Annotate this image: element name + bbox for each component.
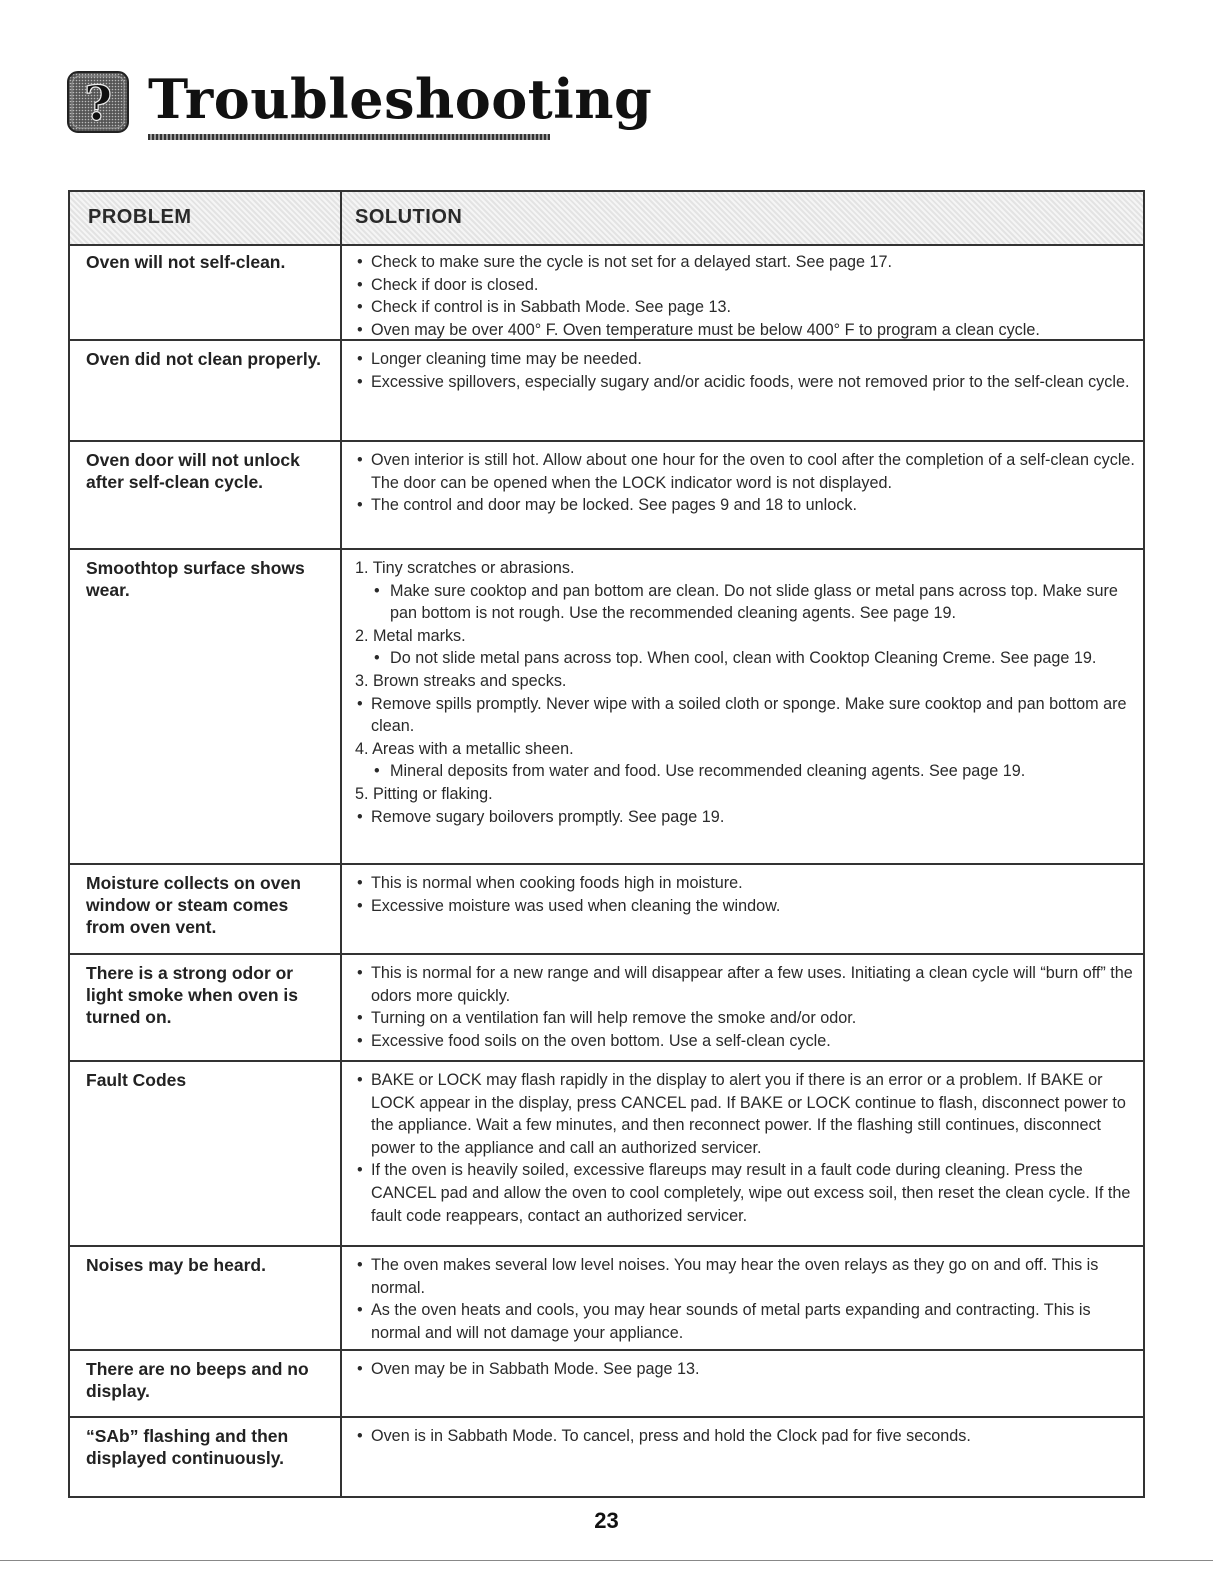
solution-item: • Remove sugary boilovers promptly. See page 19. bbox=[355, 806, 1135, 829]
solution-item: • Remove spills promptly. Never wipe with a soiled cloth or sponge. Make sure cooktop and pan bottom are clean. bbox=[355, 693, 1135, 738]
problem-text: Smoothtop surface shows wear. bbox=[86, 558, 305, 600]
solution-item: • Longer cleaning time may be needed. bbox=[355, 348, 1135, 371]
solution-list bbox=[355, 1425, 1135, 1448]
solution-item: • As the oven heats and cools, you may hear sounds of metal parts expanding and contracting. This is normal and will not damage your appliance. bbox=[355, 1299, 1135, 1344]
solution-numbered-item: 4. Areas with a metallic sheen. bbox=[355, 739, 574, 758]
solution-item: • If the oven is heavily soiled, excessive flareups may result in a fault code during cleaning. Press the CANCEL pad and allow the oven to cool completely, wipe out excess soil, then reset the clean cycle. If the fault code reappears, contact an authorized servicer. bbox=[355, 1159, 1135, 1227]
problem-text: “SAb” flashing and then displayed continuously. bbox=[86, 1426, 289, 1468]
svg-text:?: ? bbox=[83, 76, 113, 132]
question-mark-icon bbox=[66, 70, 130, 134]
table-row bbox=[70, 1062, 1143, 1247]
solution-item: • Check if control is in Sabbath Mode. See page 13. bbox=[355, 296, 1135, 319]
table-row bbox=[70, 442, 1143, 550]
solution-list bbox=[355, 251, 1135, 341]
solution-list bbox=[355, 962, 1135, 1052]
solution-list bbox=[355, 449, 1135, 517]
solution-list bbox=[355, 1069, 1135, 1227]
solution-item: • Mineral deposits from water and food. Use recommended cleaning agents. See page 19. bbox=[355, 760, 1135, 783]
solution-item: • BAKE or LOCK may flash rapidly in the display to alert you if there is an error or a problem. If BAKE or LOCK appear in the display, press CANCEL pad. If BAKE or LOCK continue to flash, disconnect power to the appliance. Wait a few minutes, and then reconnect power. If the flashing still continues, disconnect power to the appliance and call an authorized servicer. bbox=[355, 1069, 1135, 1159]
problem-text: There is a strong odor or light smoke when oven is turned on. bbox=[86, 963, 298, 1027]
solution-numbered-item: 3. Brown streaks and specks. bbox=[355, 671, 567, 690]
solution-item: • Oven may be in Sabbath Mode. See page 13. bbox=[355, 1358, 1135, 1381]
title-underline bbox=[148, 134, 550, 140]
troubleshooting-table bbox=[68, 190, 1145, 1498]
problem-text: There are no beeps and no display. bbox=[86, 1359, 309, 1401]
problem-text: Oven did not clean properly. bbox=[86, 349, 321, 369]
solution-item: • This is normal for a new range and will disappear after a few uses. Initiating a clean cycle will “burn off” the odors more quickly. bbox=[355, 962, 1135, 1007]
table-row bbox=[70, 341, 1143, 442]
bottom-rule bbox=[0, 1560, 1213, 1561]
table-row bbox=[70, 955, 1143, 1062]
table-header-row bbox=[70, 192, 1143, 246]
page-title: Troubleshooting bbox=[148, 67, 653, 131]
page-header bbox=[66, 62, 653, 152]
solution-item: • Oven is in Sabbath Mode. To cancel, press and hold the Clock pad for five seconds. bbox=[355, 1425, 1135, 1448]
solution-item: • Make sure cooktop and pan bottom are clean. Do not slide glass or metal pans across top. Make sure pan bottom is not rough. Use the recommended cleaning agents. See page 19. bbox=[355, 580, 1135, 625]
solution-list bbox=[355, 1358, 1135, 1381]
table-row bbox=[70, 1247, 1143, 1351]
solution-numbered-item: 5. Pitting or flaking. bbox=[355, 784, 493, 803]
solution-list bbox=[355, 348, 1135, 393]
solution-item: • Excessive moisture was used when cleaning the window. bbox=[355, 895, 1135, 918]
column-header-solution: SOLUTION bbox=[355, 206, 463, 228]
solution-list bbox=[355, 872, 1135, 917]
solution-item: • Check to make sure the cycle is not set for a delayed start. See page 17. bbox=[355, 251, 1135, 274]
solution-item: • The oven makes several low level noises. You may hear the oven relays as they go on and off. This is normal. bbox=[355, 1254, 1135, 1299]
solution-item: • Excessive spillovers, especially sugary and/or acidic foods, were not removed prior to the self-clean cycle. bbox=[355, 371, 1135, 394]
table-row bbox=[70, 1418, 1143, 1496]
table-row bbox=[70, 1351, 1143, 1418]
solution-item: • Turning on a ventilation fan will help remove the smoke and/or odor. bbox=[355, 1007, 1135, 1030]
problem-text: Moisture collects on oven window or steam comes from oven vent. bbox=[86, 873, 301, 937]
solution-item: • Do not slide metal pans across top. When cool, clean with Cooktop Cleaning Creme. See page 19. bbox=[355, 647, 1135, 670]
solution-item: • Oven may be over 400° F. Oven temperature must be below 400° F to program a clean cycle. bbox=[355, 319, 1135, 342]
problem-text: Fault Codes bbox=[86, 1070, 187, 1090]
table-row bbox=[70, 865, 1143, 955]
solution-item: • This is normal when cooking foods high in moisture. bbox=[355, 872, 1135, 895]
solution-list bbox=[355, 557, 1135, 828]
column-header-problem: PROBLEM bbox=[88, 206, 192, 228]
table-row bbox=[70, 244, 1143, 341]
problem-text: Oven will not self-clean. bbox=[86, 252, 286, 272]
page-number: 23 bbox=[594, 1508, 619, 1533]
problem-text: Oven door will not unlock after self-clean cycle. bbox=[86, 450, 300, 492]
solution-list bbox=[355, 1254, 1135, 1344]
solution-item: • Check if door is closed. bbox=[355, 274, 1135, 297]
solution-numbered-item: 2. Metal marks. bbox=[355, 626, 466, 645]
solution-item: • Oven interior is still hot. Allow about one hour for the oven to cool after the completion of a self-clean cycle. The door can be opened when the LOCK indicator word is not displayed. bbox=[355, 449, 1135, 494]
solution-numbered-item: 1. Tiny scratches or abrasions. bbox=[355, 559, 575, 577]
table-row bbox=[70, 550, 1143, 865]
solution-item: • The control and door may be locked. See pages 9 and 18 to unlock. bbox=[355, 494, 1135, 517]
solution-item: • Excessive food soils on the oven bottom. Use a self-clean cycle. bbox=[355, 1030, 1135, 1053]
problem-text: Noises may be heard. bbox=[86, 1255, 266, 1275]
